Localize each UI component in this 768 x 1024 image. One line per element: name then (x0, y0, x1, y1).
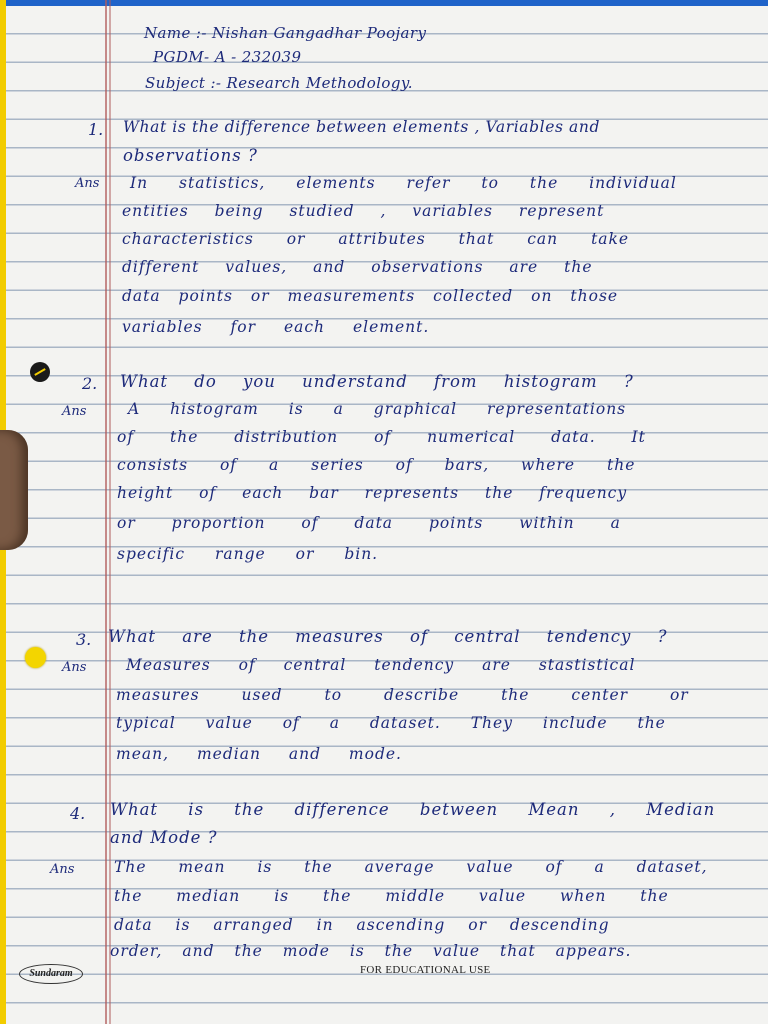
question-number: 4. (70, 804, 86, 823)
student-name: Name :- Nishan Gangadhar Poojary (144, 24, 427, 42)
question-line: observations ? (123, 146, 258, 165)
answer-line: of the distribution of numerical data. It (117, 428, 646, 446)
answer-line: A histogram is a graphical representations (128, 400, 627, 418)
question-line: What are the measures of central tendency ? (108, 627, 668, 646)
question-number: 1. (88, 120, 104, 139)
answer-line: data points or measurements collected on those (122, 287, 619, 305)
brand-logo: Sundaram (19, 964, 83, 984)
answer-line: consists of a series of bars, where the (117, 456, 636, 474)
question-number: 3. (76, 630, 92, 649)
answer-line: typical value of a dataset. They include the (116, 714, 666, 732)
yellow-dot-mark (25, 647, 46, 668)
answer-line: order, and the mode is the value that appears. (110, 942, 632, 960)
thumb (0, 430, 28, 550)
answer-line: entities being studied , variables represent (122, 202, 605, 220)
answer-line: the median is the middle value when the (114, 887, 669, 905)
subject: Subject :- Research Methodology. (145, 74, 413, 92)
answer-line: The mean is the average value of a dataset, (114, 858, 708, 876)
footer-text: FOR EDUCATIONAL USE (360, 964, 491, 976)
answer-label: Ans (62, 404, 87, 419)
question-line: and Mode ? (110, 828, 218, 847)
answer-line: height of each bar represents the frequency (117, 484, 628, 502)
margin-line (105, 0, 107, 1024)
black-dot-mark (30, 362, 50, 382)
answer-line: Measures of central tendency are stastistical (126, 656, 636, 674)
program-id: PGDM- A - 232039 (153, 48, 302, 66)
answer-line: data is arranged in ascending or descending (114, 916, 610, 934)
question-line: What is the difference between elements , Variables and (123, 118, 600, 136)
margin-line (109, 0, 111, 1024)
answer-label: Ans (75, 176, 100, 191)
page-top-edge (0, 0, 768, 6)
answer-line: different values, and observations are the (122, 258, 593, 276)
question-number: 2. (82, 374, 98, 393)
answer-line: In statistics, elements refer to the individual (130, 174, 677, 192)
answer-line: measures used to describe the center or (116, 686, 689, 704)
answer-line: or proportion of data points within a (117, 514, 621, 532)
answer-line: characteristics or attributes that can take (122, 230, 630, 248)
answer-label: Ans (50, 862, 75, 877)
answer-line: variables for each element. (122, 318, 430, 336)
question-line: What is the difference between Mean , Median (110, 800, 716, 819)
answer-line: mean, median and mode. (116, 745, 402, 763)
answer-line: specific range or bin. (117, 545, 379, 563)
answer-label: Ans (62, 660, 87, 675)
question-line: What do you understand from histogram ? (120, 372, 634, 391)
